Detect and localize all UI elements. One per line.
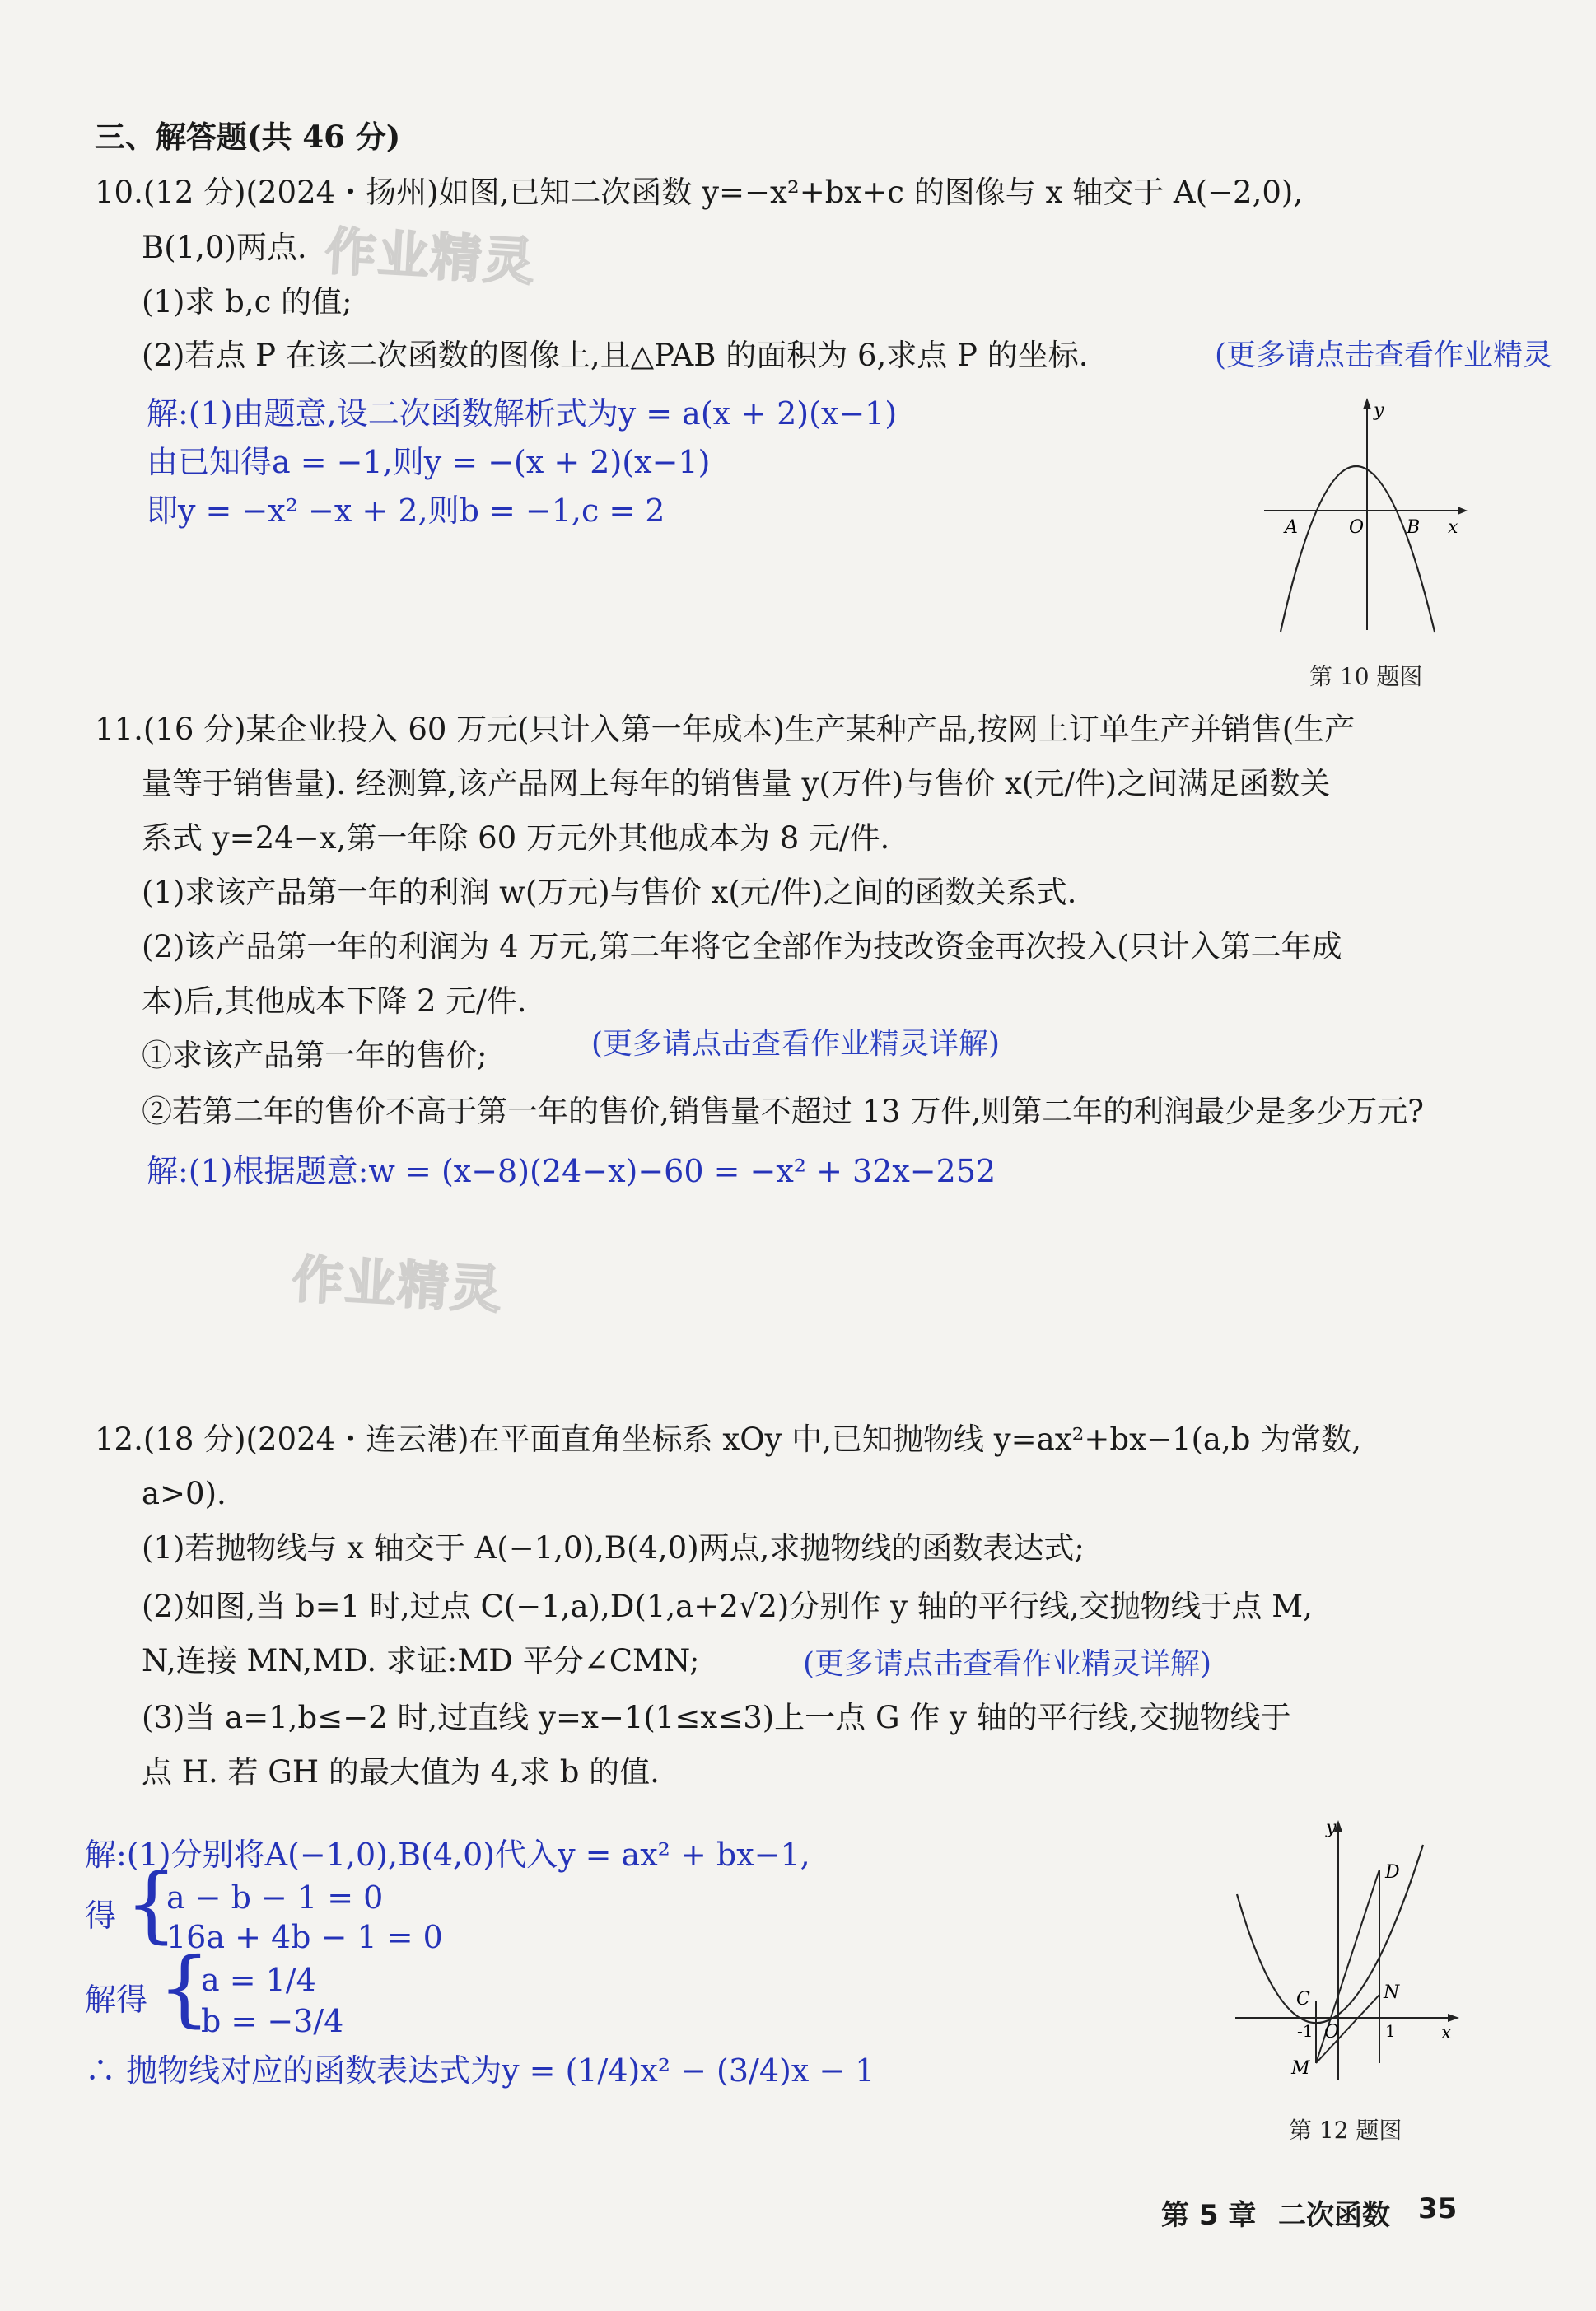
q12-line1: 12.(18 分)(2024・连云港)在平面直角坐标系 xOy 中,已知抛物线 y=ax²+bx−1(a,b 为常数, — [95, 1422, 1361, 1457]
q12-eq1: a − b − 1 = 0 — [166, 1879, 384, 1916]
y-arrow-icon — [1363, 398, 1371, 409]
label-B: B — [1407, 517, 1421, 538]
label-N: N — [1384, 1982, 1400, 2003]
label-O: O — [1324, 2022, 1340, 2043]
footer-chapter: 第 5 章 — [1161, 2199, 1257, 2232]
page-number: 35 — [1418, 2192, 1458, 2225]
q12-answer-jiede: 解得 — [85, 1982, 148, 2018]
footer-title: 二次函数 — [1278, 2199, 1390, 2232]
label-A: A — [1285, 517, 1298, 538]
q11-line4: (1)求该产品第一年的利润 w(万元)与售价 x(元/件)之间的函数关系式. — [142, 875, 1077, 910]
q10-answer-line3: 即y = −x² −x + 2,则b = −1,c = 2 — [147, 493, 665, 529]
q11-line2: 量等于销售量). 经测算,该产品网上每年的销售量 y(万件)与售价 x(元/件)之间满足函数关 — [142, 766, 1331, 801]
label-x: x — [1448, 517, 1458, 538]
q11-line1: 11.(16 分)某企业投入 60 万元(只计入第一年成本)生产某种产品,按网上订单生产并销售(生产 — [95, 712, 1356, 747]
label-y: y — [1374, 400, 1384, 421]
q11-line3: 系式 y=24−x,第一年除 60 万元外其他成本为 8 元/件. — [142, 820, 890, 856]
q10-part1: (1)求 b,c 的值; — [142, 284, 352, 320]
q12-part3a: (3)当 a=1,b≤−2 时,过直线 y=x−1(1≤x≤3)上一点 G 作 y 轴的平行线,交抛物线于 — [142, 1700, 1291, 1735]
label-neg1: -1 — [1297, 2021, 1314, 2041]
label-C: C — [1296, 1989, 1310, 2010]
brace-left: { — [125, 1856, 178, 1952]
label-x: x — [1441, 2023, 1452, 2043]
q11-sub1: ①求该产品第一年的售价; — [142, 1038, 488, 1073]
q12-sol1: a = 1/4 — [201, 1962, 316, 1998]
brace-left-2: { — [158, 1940, 211, 2036]
q11-answer: 解:(1)根据题意:w = (x−8)(24−x)−60 = −x² + 32x−252 — [147, 1153, 996, 1189]
watermark: 作业精灵 — [324, 221, 538, 292]
q10-more-link[interactable]: (更多请点击查看作业精灵 — [1215, 338, 1553, 372]
q12-answer-line1: 解:(1)分别将A(−1,0),B(4,0)代入y = ax² + bx−1, — [85, 1837, 810, 1873]
q10-line1: 10.(12 分)(2024・扬州)如图,已知二次函数 y=−x²+bx+c 的图像与 x 轴交于 A(−2,0), — [95, 175, 1304, 210]
section-title: 三、解答题(共 46 分) — [95, 119, 401, 155]
label-D: D — [1385, 1862, 1400, 1883]
q12-figure-caption: 第 12 题图 — [1289, 2117, 1402, 2144]
q10-figure — [1252, 391, 1474, 638]
label-y: y — [1326, 1818, 1337, 1838]
q12-part1: (1)若抛物线与 x 轴交于 A(−1,0),B(4,0)两点,求抛物线的函数表达式; — [142, 1530, 1085, 1566]
q11-sub2: ②若第二年的售价不高于第一年的售价,销售量不超过 13 万件,则第二年的利润最少是多少万元? — [142, 1094, 1424, 1129]
q12-conclusion: ∴ 抛物线对应的函数表达式为y = (1/4)x² − (3/4)x − 1 — [85, 2052, 875, 2089]
q11-line6: 本)后,其他成本下降 2 元/件. — [142, 983, 527, 1019]
q10-figure-caption: 第 10 题图 — [1309, 663, 1423, 690]
q10-answer-line1: 解:(1)由题意,设二次函数解析式为y = a(x + 2)(x−1) — [147, 395, 898, 432]
label-O: O — [1349, 517, 1365, 538]
q10-part2: (2)若点 P 在该二次函数的图像上,且△PAB 的面积为 6,求点 P 的坐标. — [142, 338, 1089, 373]
q11-more-link[interactable]: (更多请点击查看作业精灵详解) — [591, 1027, 1001, 1061]
label-one: 1 — [1385, 2021, 1396, 2041]
x-arrow-icon — [1448, 2014, 1459, 2022]
q12-more-link[interactable]: (更多请点击查看作业精灵详解) — [803, 1647, 1212, 1681]
watermark-2: 作业精灵 — [291, 1249, 505, 1320]
q12-part3b: 点 H. 若 GH 的最大值为 4,求 b 的值. — [142, 1754, 660, 1790]
x-arrow-icon — [1458, 507, 1468, 515]
label-M: M — [1291, 2058, 1310, 2079]
q10-answer-line2: 由已知得a = −1,则y = −(x + 2)(x−1) — [147, 444, 711, 480]
parabola-curve — [1281, 466, 1435, 632]
q10-line2: B(1,0)两点. — [142, 230, 307, 265]
q12-eq2: 16a + 4b − 1 = 0 — [166, 1919, 443, 1955]
q12-part2b: N,连接 MN,MD. 求证:MD 平分∠CMN; — [142, 1643, 700, 1678]
q12-part2a: (2)如图,当 b=1 时,过点 C(−1,a),D(1,a+2√2)分别作 y 轴的平行线,交抛物线于点 M, — [142, 1589, 1313, 1624]
q11-line5: (2)该产品第一年的利润为 4 万元,第二年将它全部作为技改资金再次投入(只计入第二年成 — [142, 929, 1342, 964]
q12-sol2: b = −3/4 — [201, 2003, 344, 2039]
q12-line2: a>0). — [142, 1476, 226, 1511]
q12-figure — [1227, 1812, 1466, 2084]
q12-answer-de: 得 — [85, 1898, 117, 1934]
